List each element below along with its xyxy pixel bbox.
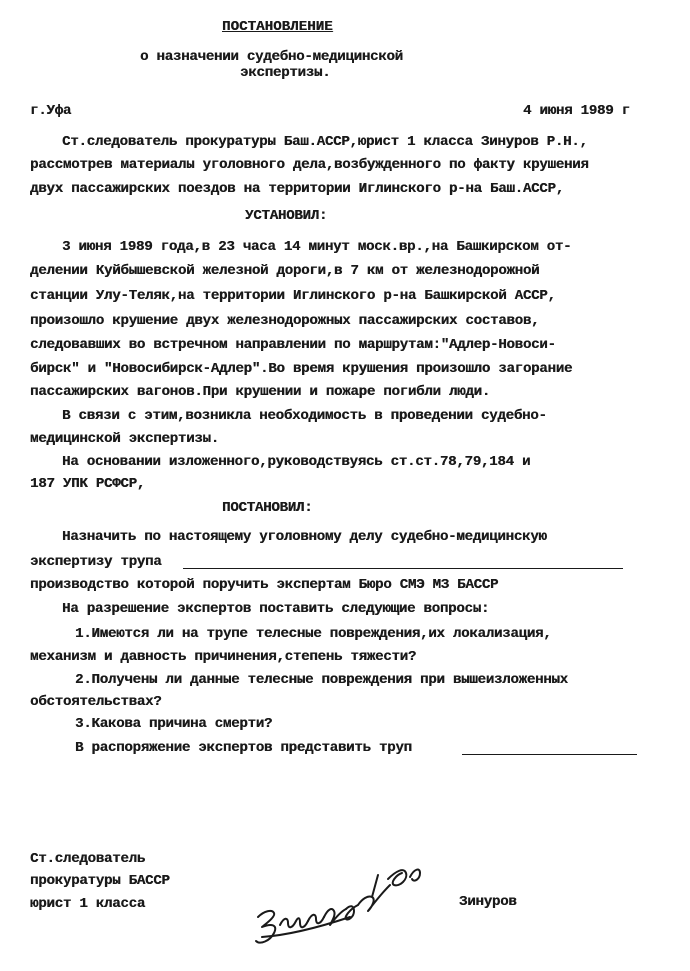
established-line: делении Куйбышевской железной дороги,в 7 км от железнодорожной [30,263,540,279]
signer-name: Зинуров [459,894,517,910]
question-line: 1.Имеются ли на трупе телесные повреждения,их локализация, [75,626,552,642]
established-line: произошло крушение двух железнодорожных пассажирских составов, [30,313,540,329]
established-line: следовавших во встречном направлении по маршрутам:"Адлер-Новоси- [30,337,556,353]
handwritten-signature [250,855,440,955]
established-heading: УСТАНОВИЛ: [245,208,328,224]
corpse-disposal-blank [462,754,637,755]
question-line: обстоятельствах? [30,694,162,710]
question-line: 3.Какова причина смерти? [75,716,273,732]
necessity-line: медицинской экспертизы. [30,431,219,447]
decision-line: производство которой поручить экспертам Бюро СМЭ МЗ БАССР [30,577,499,593]
established-line: пассажирских вагонов.При крушении и пожаре погибли люди. [30,384,490,400]
document-date: 4 июня 1989 г [523,103,630,119]
decision-line: На разрешение экспертов поставить следующие вопросы: [62,601,490,617]
corpse-name-blank [183,568,623,569]
established-line: бирск" и "Новосибирск-Адлер".Во время крушения произошло загорание [30,361,573,377]
established-line: 3 июня 1989 года,в 23 часа 14 минут моск.вр.,на Башкирском от- [62,239,572,255]
decision-line: Назначить по настоящему уголовному делу судебно-медицинскую [62,529,547,545]
document-title: ПОСТАНОВЛЕНИЕ [222,19,333,35]
document-subtitle-line-2: экспертизы. [240,65,331,81]
decision-line: экспертизу трупа [30,554,162,570]
basis-line: На основании изложенного,руководствуясь ст.ст.78,79,184 и [62,454,531,470]
disposal-line: В распоряжение экспертов представить труп [75,740,412,756]
place-of-issue: г.Уфа [30,103,72,119]
signature-block-line: Ст.следователь [30,851,145,867]
question-line: 2.Получены ли данные телесные повреждения при вышеизложенных [75,672,568,688]
intro-line: рассмотрев материалы уголовного дела,возбужденного по факту крушения [30,157,589,173]
signature-block-line: прокуратуры БАССР [30,873,170,889]
established-line: станции Улу-Теляк,на территории Иглинского р-на Башкирской АССР, [30,288,556,304]
necessity-line: В связи с этим,возникла необходимость в проведении судебно- [62,408,547,424]
intro-line: Ст.следователь прокуратуры Баш.АССР,юрист 1 класса Зинуров Р.Н., [62,134,588,150]
decided-heading: ПОСТАНОВИЛ: [222,500,313,516]
question-line: механизм и давность причинения,степень тяжести? [30,649,417,665]
basis-line: 187 УПК РСФСР, [30,476,145,492]
signature-block-line: юрист 1 класса [30,896,145,912]
intro-line: двух пассажирских поездов на территории Иглинского р-на Баш.АССР, [30,181,564,197]
document-subtitle-line-1: о назначении судебно-медицинской [140,49,403,65]
